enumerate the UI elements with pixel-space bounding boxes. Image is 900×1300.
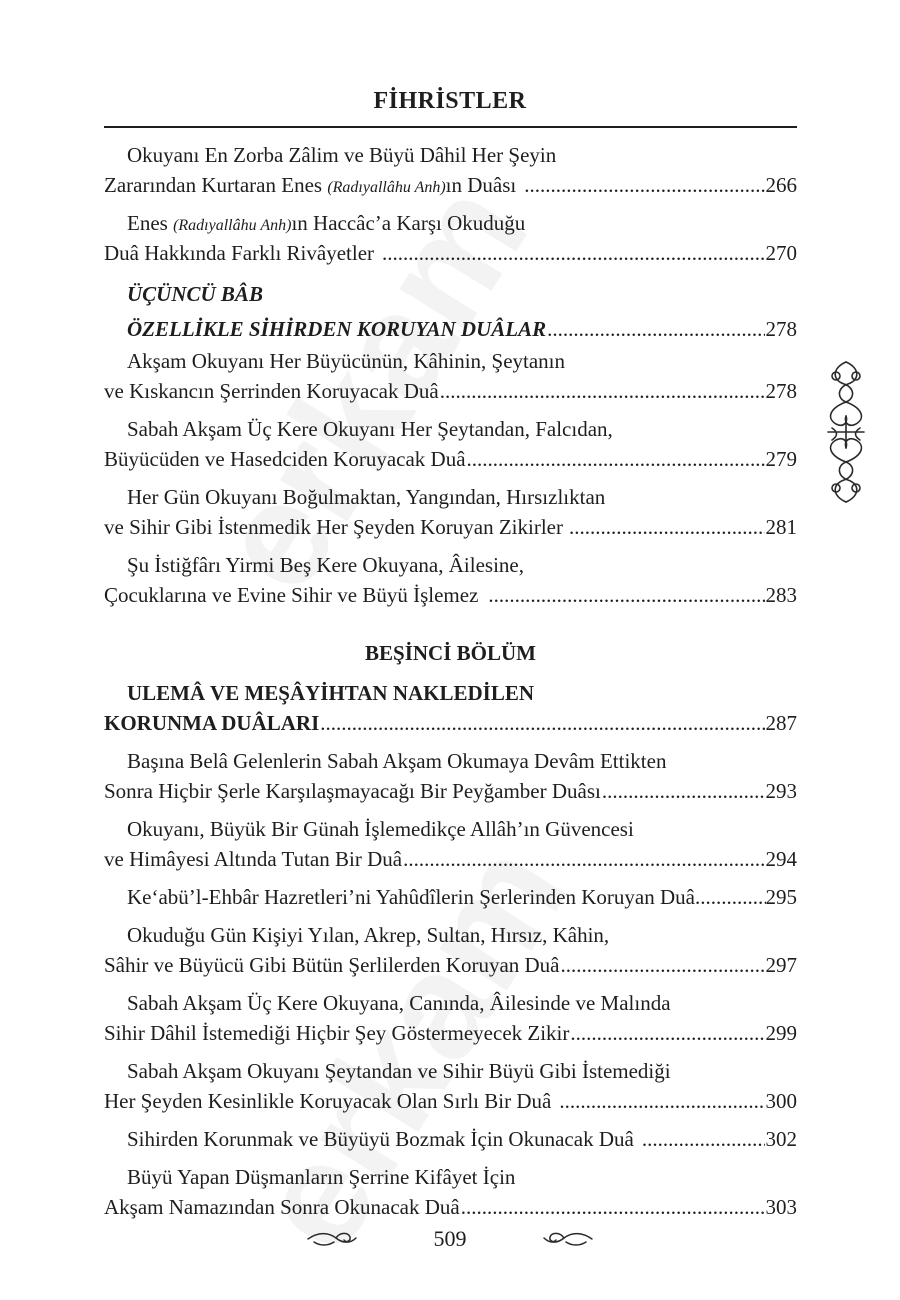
dot-leader: [488, 580, 764, 610]
page-number: 302: [765, 1127, 797, 1151]
dot-leader: [570, 1018, 764, 1048]
entry-text: Başına Belâ Gelenlerin Sabah Akşam Okumaya Devâm Ettikten: [127, 749, 667, 773]
page-number: 297: [765, 953, 797, 977]
page-number: 300: [765, 1089, 797, 1113]
page-number: 303: [765, 1195, 797, 1219]
entry-text: Akşam Okuyanı Her Büyücünün, Kâhinin, Şeytanın: [127, 349, 566, 373]
dot-leader: [695, 882, 766, 912]
dot-leader: [440, 376, 765, 406]
toc-entry[interactable]: [104, 550, 797, 610]
page-number: 281: [765, 515, 797, 539]
chapter-heading: BEŞİNCİ BÖLÜM: [365, 641, 536, 665]
entry-text: Büyücüden ve Hasedciden Koruyacak Duâ: [104, 447, 466, 471]
page-number: 279: [765, 447, 797, 471]
dot-leader: [547, 312, 764, 346]
page-number: 299: [765, 1021, 797, 1045]
toc-entry[interactable]: [104, 140, 797, 200]
floral-vine-ornament-icon: [818, 358, 874, 506]
entry-text: Okuyanı, Büyük Bir Günah İşlemedikçe Allâh’ın Güvencesi: [127, 817, 634, 841]
toc-entry-bab[interactable]: [104, 312, 797, 346]
page-number: 283: [765, 583, 797, 607]
entry-text: Zararından Kurtaran Enes: [104, 173, 328, 197]
page-number: 278: [765, 379, 797, 403]
page-number: 278: [765, 317, 797, 341]
entry-honorific: (Radıyallâhu Anh): [173, 217, 292, 234]
title-divider: [104, 126, 797, 128]
entry-text: ve Kıskancın Şerrinden Koruyacak Duâ: [104, 379, 439, 403]
dot-leader: [569, 512, 765, 542]
dot-leader: [561, 950, 765, 980]
entry-text: Duâ Hakkında Farklı Rivâyetler: [104, 241, 375, 265]
entry-text: Büyü Yapan Düşmanların Şerrine Kifâyet İçin: [127, 1165, 516, 1189]
entry-text: Her Gün Okuyanı Boğulmaktan, Yangından, Hırsızlıktan: [127, 485, 606, 509]
toc-entry[interactable]: [104, 746, 797, 806]
entry-text: ve Himâyesi Altında Tutan Bir Duâ: [104, 847, 403, 871]
page-number: 287: [765, 711, 797, 735]
toc-entry[interactable]: [104, 920, 797, 980]
toc-entry[interactable]: [104, 346, 797, 406]
bab-title: ÖZELLİKLE SİHİRDEN KORUYAN DUÂLAR: [127, 317, 547, 341]
toc-entry[interactable]: [104, 1124, 797, 1154]
toc-entry[interactable]: [104, 482, 797, 542]
page-footer: [0, 1222, 900, 1256]
toc-entry[interactable]: [104, 1162, 797, 1222]
table-of-contents: [104, 140, 797, 1230]
toc-entry[interactable]: [104, 814, 797, 874]
entry-text: Okuyanı En Zorba Zâlim ve Büyü Dâhil Her Şeyin: [127, 143, 557, 167]
bab-label: ÜÇÜNCÜ BÂB: [127, 282, 263, 306]
entry-text: Şu İstiğfârı Yirmi Beş Kere Okuyana, Âilesine,: [127, 553, 524, 577]
entry-text: Okuduğu Gün Kişiyi Yılan, Akrep, Sultan, Hırsız, Kâhin,: [127, 923, 610, 947]
page-number-footer: 509: [433, 1226, 467, 1251]
toc-entry[interactable]: [104, 208, 797, 268]
section-title-line: ULEMÂ VE MEŞÂYİHTAN NAKLEDİLEN: [127, 681, 535, 705]
page-number: 294: [765, 847, 797, 871]
entry-text: Akşam Namazından Sonra Okunacak Duâ: [104, 1195, 460, 1219]
dot-leader: [642, 1124, 765, 1154]
toc-entry[interactable]: [104, 1056, 797, 1116]
entry-honorific: (Radıyallâhu Anh): [327, 179, 446, 196]
entry-text: Enes: [127, 211, 174, 235]
page-number: 295: [765, 885, 797, 909]
page-title: FİHRİSTLER: [373, 88, 527, 114]
entry-text: Sihirden Korunmak ve Büyüyü Bozmak İçin Okunacak Duâ: [127, 1127, 634, 1151]
page-number: 293: [765, 779, 797, 803]
entry-text: Sonra Hiçbir Şerle Karşılaşmayacağı Bir Peyğamber Duâsı: [104, 779, 601, 803]
section-title-line: KORUNMA DUÂLARI: [104, 711, 320, 735]
entry-text: Ke‘abü’l-Ehbâr Hazretleri’ni Yahûdîlerin Şerlerinden Koruyan Duâ: [127, 885, 695, 909]
entry-text: Her Şeyden Kesinlikle Koruyacak Olan Sırlı Bir Duâ: [104, 1089, 552, 1113]
entry-text: Sabah Akşam Üç Kere Okuyana, Canında, Âilesinde ve Malında: [127, 991, 671, 1015]
toc-entry[interactable]: [104, 988, 797, 1048]
entry-text: Sâhir ve Büyücü Gibi Bütün Şerlilerden Koruyan Duâ: [104, 953, 560, 977]
dot-leader: [524, 170, 764, 200]
toc-entry[interactable]: [104, 882, 797, 912]
dot-leader: [403, 844, 764, 874]
dot-leader: [559, 1086, 764, 1116]
dot-leader: [602, 776, 765, 806]
dot-leader: [320, 708, 764, 738]
dot-leader: [467, 444, 765, 474]
entry-text: Sihir Dâhil İstemediği Hiçbir Şey Göstermeyecek Zikir: [104, 1021, 570, 1045]
dot-leader: [382, 238, 764, 268]
toc-entry-section[interactable]: [104, 678, 797, 738]
swirl-flourish-icon: [542, 1228, 594, 1250]
entry-text: ın Haccâc’a Karşı Okuduğu: [291, 211, 526, 235]
entry-text: Sabah Akşam Üç Kere Okuyanı Her Şeytandan, Falcıdan,: [127, 417, 613, 441]
entry-text: Çocuklarına ve Evine Sihir ve Büyü İşlemez: [104, 583, 479, 607]
page-number: 266: [765, 173, 797, 197]
dot-leader: [461, 1192, 765, 1222]
toc-entry[interactable]: [104, 414, 797, 474]
entry-text: ın Duâsı: [445, 173, 517, 197]
entry-text: Sabah Akşam Okuyanı Şeytandan ve Sihir Büyü Gibi İstemediği: [127, 1059, 671, 1083]
entry-text: ve Sihir Gibi İstenmedik Her Şeyden Koruyan Zikirler: [104, 515, 563, 539]
page-number: 270: [765, 241, 797, 265]
